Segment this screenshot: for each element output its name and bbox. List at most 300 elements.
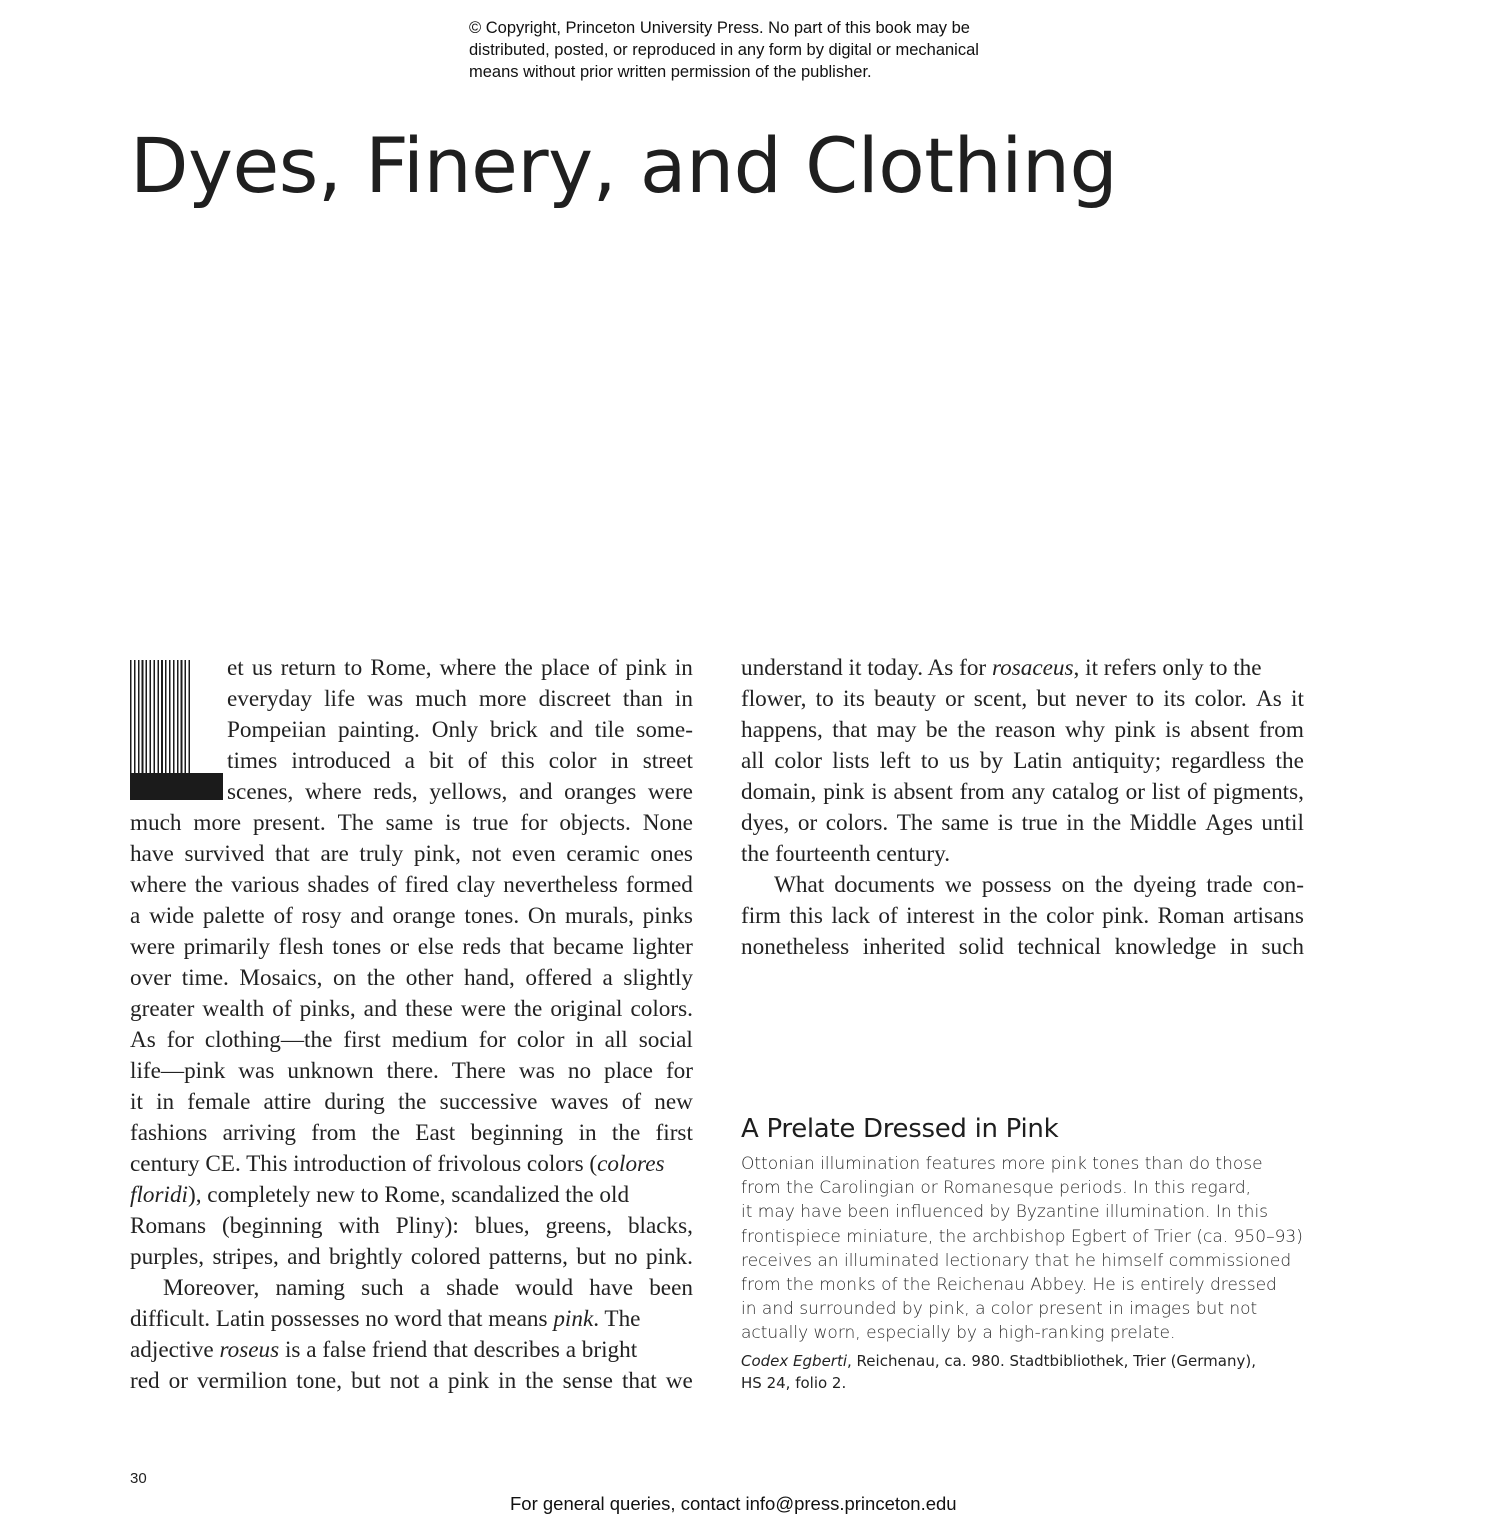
- word: first: [655, 1120, 693, 1146]
- word: As: [1255, 686, 1282, 712]
- word: any: [1011, 779, 1046, 805]
- word: solid: [958, 934, 1004, 960]
- word: female: [187, 1089, 251, 1115]
- word: pinks: [642, 903, 693, 929]
- word: of: [272, 996, 292, 1022]
- word: lack: [831, 903, 870, 929]
- word: new: [654, 1089, 693, 1115]
- word: but: [351, 1368, 381, 1394]
- word: times: [227, 748, 278, 774]
- text-line: [741, 715, 1304, 746]
- word: such: [361, 1275, 404, 1301]
- italic-term: pink: [553, 1306, 594, 1332]
- word: was: [238, 1058, 275, 1084]
- text-line: [130, 1211, 693, 1242]
- text-line: [227, 684, 693, 715]
- word: Rome,: [370, 655, 432, 681]
- word: in: [156, 1089, 175, 1115]
- sidebar-heading: A Prelate Dressed in Pink: [741, 1114, 1059, 1144]
- word: a: [419, 1275, 431, 1301]
- text-line: [130, 1118, 693, 1149]
- caption-line: from the monks of the Reichenau Abbey. He is entirely dressed: [741, 1275, 1277, 1296]
- word: bit: [429, 748, 454, 774]
- word: and: [287, 1244, 321, 1270]
- word: have: [130, 841, 174, 867]
- word: not: [389, 1368, 420, 1394]
- word: all: [604, 1027, 628, 1053]
- image-credit: [741, 1350, 1311, 1394]
- italic-term: rosaceus: [991, 655, 1074, 681]
- word: is: [871, 779, 887, 805]
- word: in: [578, 1120, 597, 1146]
- word: were: [647, 779, 693, 805]
- word: same: [385, 810, 434, 836]
- word: no: [614, 1244, 638, 1270]
- word: Mosaics,: [239, 965, 323, 991]
- word: On: [527, 903, 557, 929]
- word: of: [878, 903, 898, 929]
- word: left: [879, 748, 911, 774]
- word: have: [589, 1275, 634, 1301]
- word: Middle: [1129, 810, 1197, 836]
- word: was: [518, 1058, 555, 1084]
- word: or: [1125, 779, 1145, 805]
- word: that: [832, 717, 868, 743]
- word: introduced: [291, 748, 391, 774]
- text-line: [130, 1056, 693, 1087]
- word: Pliny):: [395, 1213, 459, 1239]
- word: oranges: [564, 779, 637, 805]
- word: catalog: [1051, 779, 1119, 805]
- text-line: [741, 777, 1304, 808]
- word: pink: [447, 1368, 490, 1394]
- word: trade: [1206, 872, 1253, 898]
- word: As: [130, 1027, 156, 1053]
- word: we: [665, 1368, 693, 1394]
- word: Pompeiian: [227, 717, 327, 743]
- word: et: [227, 655, 244, 681]
- word: life: [324, 686, 355, 712]
- word: it: [130, 1089, 143, 1115]
- word: that: [621, 1368, 657, 1394]
- word: but: [1036, 686, 1067, 712]
- word: colored: [410, 1244, 481, 1270]
- word: life—pink: [130, 1058, 226, 1084]
- word: or: [797, 810, 818, 836]
- word: Ages: [1205, 810, 1253, 836]
- word: Latin: [1013, 748, 1063, 774]
- word: became: [552, 934, 624, 960]
- text-line: [741, 684, 1304, 715]
- text-line: [130, 1273, 693, 1304]
- word: and: [549, 717, 583, 743]
- word: not: [471, 841, 502, 867]
- word: documents: [834, 872, 935, 898]
- word: ceramic: [566, 841, 640, 867]
- word: to: [1136, 686, 1155, 712]
- word: a: [404, 748, 415, 774]
- word: formed: [625, 872, 693, 898]
- word: some-: [636, 717, 693, 743]
- word: the: [957, 717, 986, 743]
- italic-term: roseus: [219, 1337, 280, 1363]
- word: never: [1075, 686, 1127, 712]
- word: absent: [1190, 717, 1250, 743]
- word: first: [343, 1027, 381, 1053]
- word: artisans: [1233, 903, 1304, 929]
- word: this: [789, 903, 823, 929]
- word: for: [665, 1058, 693, 1084]
- word: list: [1151, 779, 1181, 805]
- word: that: [274, 841, 310, 867]
- word: by: [979, 748, 1004, 774]
- text-line: [130, 1087, 693, 1118]
- word: shade: [446, 1275, 500, 1301]
- text-line: [130, 1180, 693, 1211]
- word: Only: [431, 717, 479, 743]
- word: for: [478, 1027, 506, 1053]
- word: greens,: [545, 1213, 612, 1239]
- word: discreet: [538, 686, 611, 712]
- text-line: [130, 932, 693, 963]
- word: color.: [1194, 686, 1247, 712]
- text-line: [741, 808, 1304, 839]
- word: objects.: [559, 810, 631, 836]
- word: same: [941, 810, 990, 836]
- word: fashions: [130, 1120, 208, 1146]
- word: or: [168, 1368, 188, 1394]
- word: vermilion: [197, 1368, 288, 1394]
- word: the: [194, 872, 224, 898]
- text-line: [741, 870, 1304, 901]
- italic-term: floridi: [130, 1182, 188, 1208]
- word: where: [130, 872, 187, 898]
- word: on: [1061, 872, 1085, 898]
- word: other: [405, 965, 454, 991]
- word: painting.: [338, 717, 420, 743]
- word: pink: [625, 655, 667, 681]
- word: greater: [130, 996, 195, 1022]
- word: to: [344, 655, 363, 681]
- word: we: [944, 872, 972, 898]
- word: scent,: [973, 686, 1028, 712]
- text-line: [130, 870, 693, 901]
- word: lists: [832, 748, 870, 774]
- word: until: [1261, 810, 1304, 836]
- word: reds,: [373, 779, 418, 805]
- word: survived: [184, 841, 265, 867]
- word: lighter: [632, 934, 693, 960]
- word: such: [1261, 934, 1304, 960]
- word: pink.: [1102, 903, 1150, 929]
- text-line: [130, 1335, 693, 1366]
- word: to: [815, 686, 834, 712]
- word: a: [602, 965, 613, 991]
- word: where: [439, 655, 497, 681]
- chapter-title: Dyes, Finery, and Clothing: [130, 121, 1118, 210]
- caption-line: in and surrounded by pink, a color present in images but not: [741, 1299, 1258, 1320]
- word: sense: [562, 1368, 613, 1394]
- word: of: [467, 748, 488, 774]
- caption-line: actually worn, especially by a high-ranking prelate.: [741, 1323, 1176, 1344]
- word: tone,: [296, 1368, 343, 1394]
- word: no: [567, 1058, 592, 1084]
- text-line: the fourteenth century.: [741, 841, 951, 867]
- word: everyday: [227, 686, 312, 712]
- word: yellows,: [429, 779, 508, 805]
- credit-line: HS 24, folio 2.: [741, 1374, 847, 1392]
- word: more: [478, 686, 527, 712]
- word: knowledge: [1114, 934, 1217, 960]
- word: truly: [359, 841, 404, 867]
- word: None: [642, 810, 693, 836]
- word: attire: [263, 1089, 312, 1115]
- word: East: [415, 1120, 456, 1146]
- word: of: [273, 903, 293, 929]
- word: may: [876, 717, 917, 743]
- word: the: [398, 1089, 427, 1115]
- text-run: , it refers only to the: [1073, 655, 1262, 681]
- text-run: . The: [593, 1306, 641, 1332]
- text-line: [130, 1366, 693, 1397]
- word: flesh: [278, 934, 324, 960]
- word: pink: [1114, 717, 1156, 743]
- word: were: [460, 996, 506, 1022]
- text-line: [741, 932, 1304, 963]
- word: else: [417, 934, 454, 960]
- word: various: [231, 872, 300, 898]
- word: absent: [893, 779, 953, 805]
- word: brightly: [329, 1244, 403, 1270]
- text-line: [130, 963, 693, 994]
- word: colors.: [630, 996, 693, 1022]
- word: firm: [741, 903, 781, 929]
- credit-text: , Reichenau, ca. 980. Stadtbibliothek, Trier (Germany),: [847, 1352, 1256, 1370]
- word: possess: [981, 872, 1052, 898]
- text-line: [741, 653, 1304, 684]
- word: blues,: [474, 1213, 530, 1239]
- word: original: [550, 996, 623, 1022]
- text-line: [130, 839, 693, 870]
- word: stripes,: [212, 1244, 279, 1270]
- word: in: [674, 686, 693, 712]
- text-line: [227, 777, 693, 808]
- word: social: [638, 1027, 693, 1053]
- word: are: [320, 841, 349, 867]
- word: of: [621, 1089, 642, 1115]
- word: us: [251, 655, 273, 681]
- word: tones: [332, 934, 382, 960]
- word: wide: [149, 903, 195, 929]
- word: primarily: [183, 934, 270, 960]
- word: nevertheless: [503, 872, 618, 898]
- word: of: [377, 872, 397, 898]
- word: over: [130, 965, 172, 991]
- text-line: [130, 1025, 693, 1056]
- word: shades: [307, 872, 370, 898]
- word: color: [1046, 903, 1094, 929]
- word: wealth: [202, 996, 265, 1022]
- word: in: [982, 903, 1001, 929]
- word: place: [604, 1058, 653, 1084]
- word: patterns,: [488, 1244, 568, 1270]
- word: in: [575, 1027, 594, 1053]
- word: these: [405, 996, 453, 1022]
- text-run: adjective: [130, 1337, 220, 1363]
- sidebar-caption: [741, 1152, 1311, 1346]
- word: hand,: [463, 965, 515, 991]
- word: offered: [525, 965, 592, 991]
- word: the: [366, 965, 396, 991]
- text-line: [130, 994, 693, 1025]
- word: in: [610, 748, 629, 774]
- word: the: [1275, 748, 1304, 774]
- word: fired: [404, 872, 449, 898]
- footer-contact: For general queries, contact info@press.princeton.edu: [510, 1493, 957, 1514]
- page-number: 30: [130, 1470, 147, 1487]
- word: true: [472, 810, 509, 836]
- text-line: [227, 715, 693, 746]
- word: or: [389, 934, 410, 960]
- word: slightly: [623, 965, 693, 991]
- word: clay: [456, 872, 496, 898]
- word: brick: [489, 717, 538, 743]
- word: happens,: [741, 717, 823, 743]
- text-run: century CE. This introduction of frivolous colors (: [130, 1151, 598, 1177]
- text-line: [741, 746, 1304, 777]
- credit-line: [741, 1350, 1311, 1372]
- word: the: [1009, 903, 1038, 929]
- word: Roman: [1157, 903, 1225, 929]
- text-line: [227, 653, 693, 684]
- word: in: [1066, 810, 1085, 836]
- caption-line: from the Carolingian or Romanesque periods. In this regard,: [741, 1178, 1252, 1199]
- word: is: [445, 810, 461, 836]
- word: from: [311, 1120, 357, 1146]
- word: murals,: [565, 903, 634, 929]
- text-line: [130, 901, 693, 932]
- word: waves: [550, 1089, 609, 1115]
- word: the: [371, 1120, 400, 1146]
- word: or: [945, 686, 965, 712]
- word: and: [518, 779, 553, 805]
- word: What: [774, 872, 825, 898]
- word: all: [741, 748, 765, 774]
- word: rosy: [301, 903, 342, 929]
- word: of: [598, 655, 618, 681]
- word: even: [511, 841, 556, 867]
- word: and: [363, 996, 398, 1022]
- text-line: [741, 901, 1304, 932]
- word: medium: [391, 1027, 468, 1053]
- word: in: [674, 655, 693, 681]
- word: tile: [594, 717, 625, 743]
- word: is: [997, 810, 1014, 836]
- word: than: [622, 686, 663, 712]
- word: to: [920, 748, 939, 774]
- word: much: [415, 686, 467, 712]
- body-column-right: [741, 653, 1304, 963]
- word: arriving: [222, 1120, 296, 1146]
- caption-line: Ottonian illumination features more pink tones than do those: [741, 1154, 1263, 1174]
- word: beginning: [470, 1120, 564, 1146]
- text-run: is a false friend that describes a bright: [279, 1337, 638, 1363]
- word: orange: [392, 903, 456, 929]
- word: where: [304, 779, 362, 805]
- word: antiquity;: [1072, 748, 1162, 774]
- word: street: [642, 748, 693, 774]
- word: in: [498, 1368, 517, 1394]
- caption-line: receives an illuminated lectionary that he himself commissioned: [741, 1250, 1292, 1271]
- copyright-line: means without prior written permission of the publisher.: [469, 63, 872, 81]
- text-line: [130, 808, 693, 839]
- text-line: [130, 1242, 693, 1273]
- word: reds: [462, 934, 501, 960]
- word: pink,: [413, 841, 461, 867]
- copyright-line: distributed, posted, or reproduced in any form by digital or mechanical: [469, 41, 979, 59]
- word: would: [515, 1275, 574, 1301]
- text-line: [227, 746, 693, 777]
- word: beauty: [874, 686, 936, 712]
- word: the: [504, 655, 533, 681]
- word: pink: [823, 779, 865, 805]
- word: much: [130, 810, 182, 836]
- word: is: [1165, 717, 1181, 743]
- word: color: [516, 1027, 565, 1053]
- word: ones: [650, 841, 693, 867]
- word: its: [1163, 686, 1186, 712]
- word: dyes,: [741, 810, 790, 836]
- word: reason: [995, 717, 1056, 743]
- word: The: [337, 810, 374, 836]
- word: present.: [252, 810, 326, 836]
- word: from: [1258, 717, 1304, 743]
- word: were: [130, 934, 176, 960]
- word: the: [1094, 872, 1124, 898]
- word: domain,: [741, 779, 817, 805]
- word: inherited: [862, 934, 946, 960]
- word: Romans: [130, 1213, 207, 1239]
- word: it: [1291, 686, 1304, 712]
- word: return: [280, 655, 337, 681]
- word: red: [130, 1368, 160, 1394]
- word: more: [193, 810, 242, 836]
- word: scenes,: [227, 779, 294, 805]
- word: time.: [181, 965, 229, 991]
- word: Moreover,: [163, 1275, 260, 1301]
- word: technical: [1017, 934, 1102, 960]
- word: the: [513, 996, 543, 1022]
- word: the: [1092, 810, 1122, 836]
- text-run: understand it today. As for: [741, 655, 992, 681]
- word: this: [501, 748, 535, 774]
- body-column-left: [130, 653, 693, 1397]
- word: true: [1021, 810, 1058, 836]
- word: purples,: [130, 1244, 205, 1270]
- word: successive: [439, 1089, 538, 1115]
- word: dyeing: [1133, 872, 1197, 898]
- word: be: [925, 717, 948, 743]
- word: con-: [1262, 872, 1304, 898]
- word: during: [324, 1089, 385, 1115]
- italic-term: colores: [597, 1151, 665, 1177]
- word: palette: [202, 903, 265, 929]
- word: regardless: [1171, 748, 1266, 774]
- copyright-notice: [469, 17, 1049, 83]
- word: a: [130, 903, 141, 929]
- text-line: [130, 1149, 693, 1180]
- word: why: [1065, 717, 1105, 743]
